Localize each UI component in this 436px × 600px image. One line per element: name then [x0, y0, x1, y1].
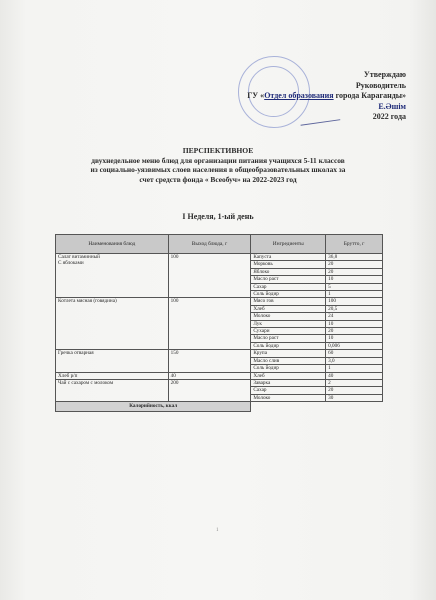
ingredient-name: Молоко [251, 394, 326, 401]
ingredient-name: Яблоко [251, 268, 326, 275]
ingredient-gross: 5 [326, 283, 383, 290]
approval-person: Е.Әшім [378, 101, 406, 111]
week-day-heading: I Неделя, 1-ый день [182, 212, 254, 221]
table-header-row [56, 235, 383, 254]
ingredient-gross: 20 [326, 261, 383, 268]
dish-yield: 40 [168, 372, 251, 379]
ingredient-gross: 100 [326, 298, 383, 305]
dish-name: Хлеб р/п [56, 372, 169, 379]
header-ingredients: Ингредиенты [251, 235, 326, 254]
calories-label: Калорийность, ккал [56, 402, 251, 412]
dish-name: Чай с сахаром с молоком [56, 379, 169, 401]
ingredient-gross: 10 [326, 335, 383, 342]
ingredient-name: Лук [251, 320, 326, 327]
ingredient-gross: 2 [326, 379, 383, 386]
title-line1: двухнедельное меню блюд для организации питания учащихся 5-11 классов [91, 155, 345, 165]
document-title [0, 146, 436, 184]
header-dish: Наименования блюд [56, 235, 169, 254]
ingredient-gross: 20,5 [326, 305, 383, 312]
ingredient-name: Капуста [251, 254, 326, 261]
table-row [56, 379, 383, 386]
menu-table [55, 234, 383, 412]
approval-line1: Утверждаю [363, 70, 406, 79]
ingredient-gross: 1 [326, 291, 383, 298]
dish-yield: 100 [168, 298, 251, 350]
ingredient-name: Сахар [251, 387, 326, 394]
approval-year: 2022 года [372, 112, 406, 121]
org-link[interactable]: Отдел образования [264, 91, 334, 100]
ingredient-gross: 36,8 [326, 254, 383, 261]
approval-line2: Руководитель [355, 80, 406, 90]
ingredient-name: Хлеб [251, 305, 326, 312]
ingredient-name: Сахар [251, 283, 326, 290]
ingredient-name: Масло слив [251, 357, 326, 364]
approval-org: ГУ «Отдел образования города Караганды» [247, 91, 406, 100]
table-row [56, 372, 383, 379]
title-heading: ПЕРСПЕКТИВНОЕ [182, 146, 254, 155]
page-number: 1 [216, 528, 219, 533]
ingredient-name: Крупа [251, 350, 326, 357]
header-yield: Выход блюда, г [168, 235, 251, 254]
ingredient-name: Морковь [251, 261, 326, 268]
title-line3: счет средств фонда « Всеобуч» на 2022-2023 год [139, 174, 297, 184]
ingredient-gross: 0,006 [326, 342, 383, 349]
ingredient-gross: 24 [326, 313, 383, 320]
ingredient-name: Масло раст [251, 276, 326, 283]
ingredient-name: Хлеб [251, 372, 326, 379]
header-gross: Брутто, г [326, 235, 383, 254]
table-row [56, 350, 383, 357]
ingredient-name: Соль йодир [251, 365, 326, 372]
ingredient-gross: 60 [326, 350, 383, 357]
ingredient-name: Сухари [251, 328, 326, 335]
ingredient-gross: 30 [326, 394, 383, 401]
ingredient-name: Мясо гов [251, 298, 326, 305]
ingredient-name: Соль йодир [251, 291, 326, 298]
ingredient-gross: 20 [326, 328, 383, 335]
table-row [56, 298, 383, 305]
ingredient-name: Молоко [251, 313, 326, 320]
dish-yield: 100 [168, 254, 251, 298]
dish-name: Салат витаминный С яблоками [56, 254, 169, 298]
ingredient-gross: 3,0 [326, 357, 383, 364]
table-footer-row [56, 402, 383, 412]
ingredient-gross: 10 [326, 320, 383, 327]
approval-block [247, 70, 406, 123]
dish-name: Гречка отварная [56, 350, 169, 372]
ingredient-name: Заварка [251, 379, 326, 386]
table-row [56, 254, 383, 261]
ingredient-name: Соль йодир [251, 342, 326, 349]
dish-yield: 150 [168, 350, 251, 372]
ingredient-gross: 1 [326, 365, 383, 372]
ingredient-name: Масло раст [251, 335, 326, 342]
ingredient-gross: 10 [326, 276, 383, 283]
title-line2: из социально-уязвимых слоев населения в общеобразовательных школах за [90, 165, 346, 174]
ingredient-gross: 20 [326, 387, 383, 394]
dish-yield: 200 [168, 379, 251, 401]
ingredient-gross: 40 [326, 372, 383, 379]
ingredient-gross: 20 [326, 268, 383, 275]
dish-name: Котлета мясная (говядина) [56, 298, 169, 350]
